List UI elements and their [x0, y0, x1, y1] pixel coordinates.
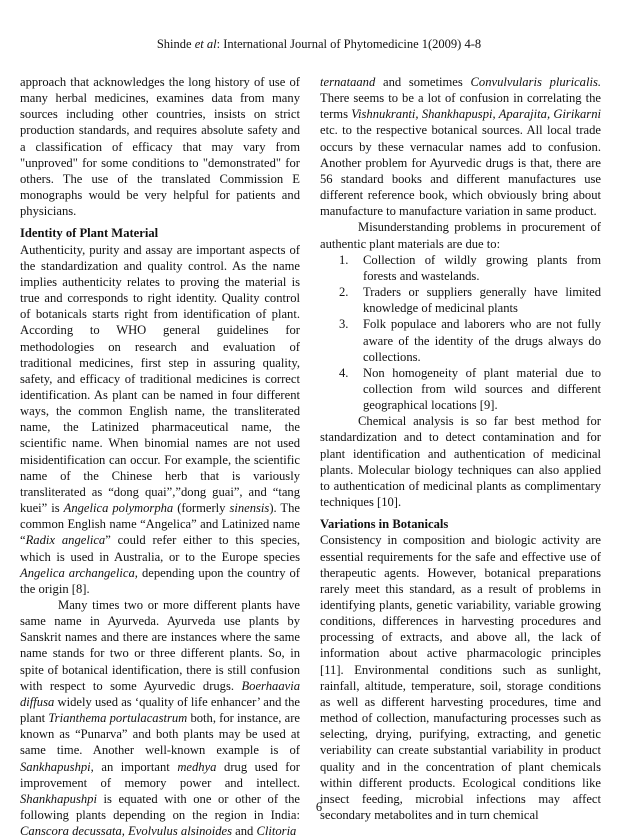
- procurement-problems-list: [320, 252, 601, 414]
- page-number: 6: [315, 800, 323, 814]
- list-item: 4. Non homogeneity of plant material due to collection from wild sources and different geographical locations [9].: [339, 365, 601, 413]
- right-paragraph-4: Consistency in composition and biologic activity are essential requirements for the safe and effective use of therapeutic agents. However, botanical preparations rarely meet this standard, as a result of problems in identifying plants, genetic variability, variable growing conditions, differences in harvesting procedures and processing of extracts, and above all, the lack of information about active pharmacologic principles [11]. Environmental conditions such as sunlight, rainfall, altitude, temperature, soil, storage conditions as well as different harvesting procedures, time and method of collection, manufacturing processes such as selecting, drying, purifying, extracting, and genetic veriability can create substantial variability in product quality and in the concentration of plant chemicals within different products. Ecological conditions like insect feeding, microbial infections may affect secondary metabolites and in turn chemical: [320, 533, 601, 823]
- right-paragraph-1: ternataand and sometimes Convulvularis pluricalis. There seems to be a lot of confusion in correlating the terms Vishnukranti, Shankhapuspi, Aparajita, Girikarni etc. to the respective botanical sources. All local trade occurs by these vernacular names add to confusion. Another problem for Ayurvedic drugs is that, there are 56 standard books and different manufactures use different reference book, which obviously bring about manufacture to manufacture variation in same product.: [320, 75, 602, 219]
- right-paragraph-2: Misunderstanding problems in procurement of authentic plant materials are due to:: [320, 220, 601, 251]
- list-item: 1. Collection of wildly growing plants from forests and wastelands.: [339, 252, 601, 283]
- list-item: 2. Traders or suppliers generally have limited knowledge of medicinal plants: [339, 285, 601, 316]
- header-etal: et al: [194, 37, 217, 51]
- running-header: [0, 37, 638, 52]
- header-author: Shinde: [156, 37, 192, 51]
- header-journal: : International Journal of Phytomedicine 1(2009) 4-8: [216, 37, 482, 51]
- right-column: [320, 74, 601, 823]
- left-paragraph-2: Authenticity, purity and assay are important aspects of the standardization and quality control. As the name implies authenticity relates to proving the material is true and corresponds to right identity. Quality control of botanicals starts right from identification of plant. According to WHO general guidelines for methodologies on research and evaluation of traditional medicines, first step in assuring quality, safety, and efficacy of traditional medicines is correct identification. As plant can be named in four different ways, the common English name, the transliterated name, the Latinized pharmaceutical name, the scientific name. When binomial names are not used misidentification can occur. For example, the scientific name of the Chinese herb that is variously transliterated as “dong quai”,”dong guai”, and “tang kuei” is Angelica polymorpha (formerly sinensis). The common English name “Angelica” and Latinized name “Radix angelica” could refer either to this species, which is used in Australia, or to the Europe species Angelica archangelica, depending upon the country of the origin [8].: [20, 242, 300, 596]
- left-paragraph-1: approach that acknowledges the long history of use of many herbal medicines, examines data from many sources including other countries, insists on strict production standards, and requires absolute safety and a classification of efficacy that may vary from "unproved" for some conditions to "demonstrated" for others. The use of the translated Commission E monographs would be very helpful for patients and physicians.: [20, 75, 300, 219]
- left-paragraph-3: Many times two or more different plants have same name in Ayurveda. Ayurveda use plants by Sanskrit names and there are instances where the same name stands for two or three different plants. So, in spite of botanical identification, there is still confusion with respect to some Ayurvedic drugs. Boerhaavia diffusa widely used as ‘quality of life enhancer’ and the plant Trianthema portulacastrum both, for instance, are known as “Punarva” and both plants may be used at same time. Another well-known example is of Sankhapushpi, an important medhya drug used for improvement of memory power and intellect. Shankhapushpi is equated with one or other of the following plants depending on the region in India: Canscora decussata, Evolvulus alsinoides and Clitoria: [20, 598, 300, 839]
- left-column: [20, 74, 300, 839]
- list-item: 3. Folk populace and laborers who are not fully aware of the identity of the drugs always do collections.: [339, 317, 601, 364]
- heading-identity-of-plant-material: Identity of Plant Material: [20, 226, 159, 241]
- heading-variations-in-botanicals: Variations in Botanicals: [320, 517, 449, 532]
- right-paragraph-3: Chemical analysis is so far best method for standardization and to detect contamination and for plant identification and authentication of medicinal plants. Molecular biology techniques can also applied to authentication of medicinal plants as complimentary techniques [10].: [320, 414, 601, 510]
